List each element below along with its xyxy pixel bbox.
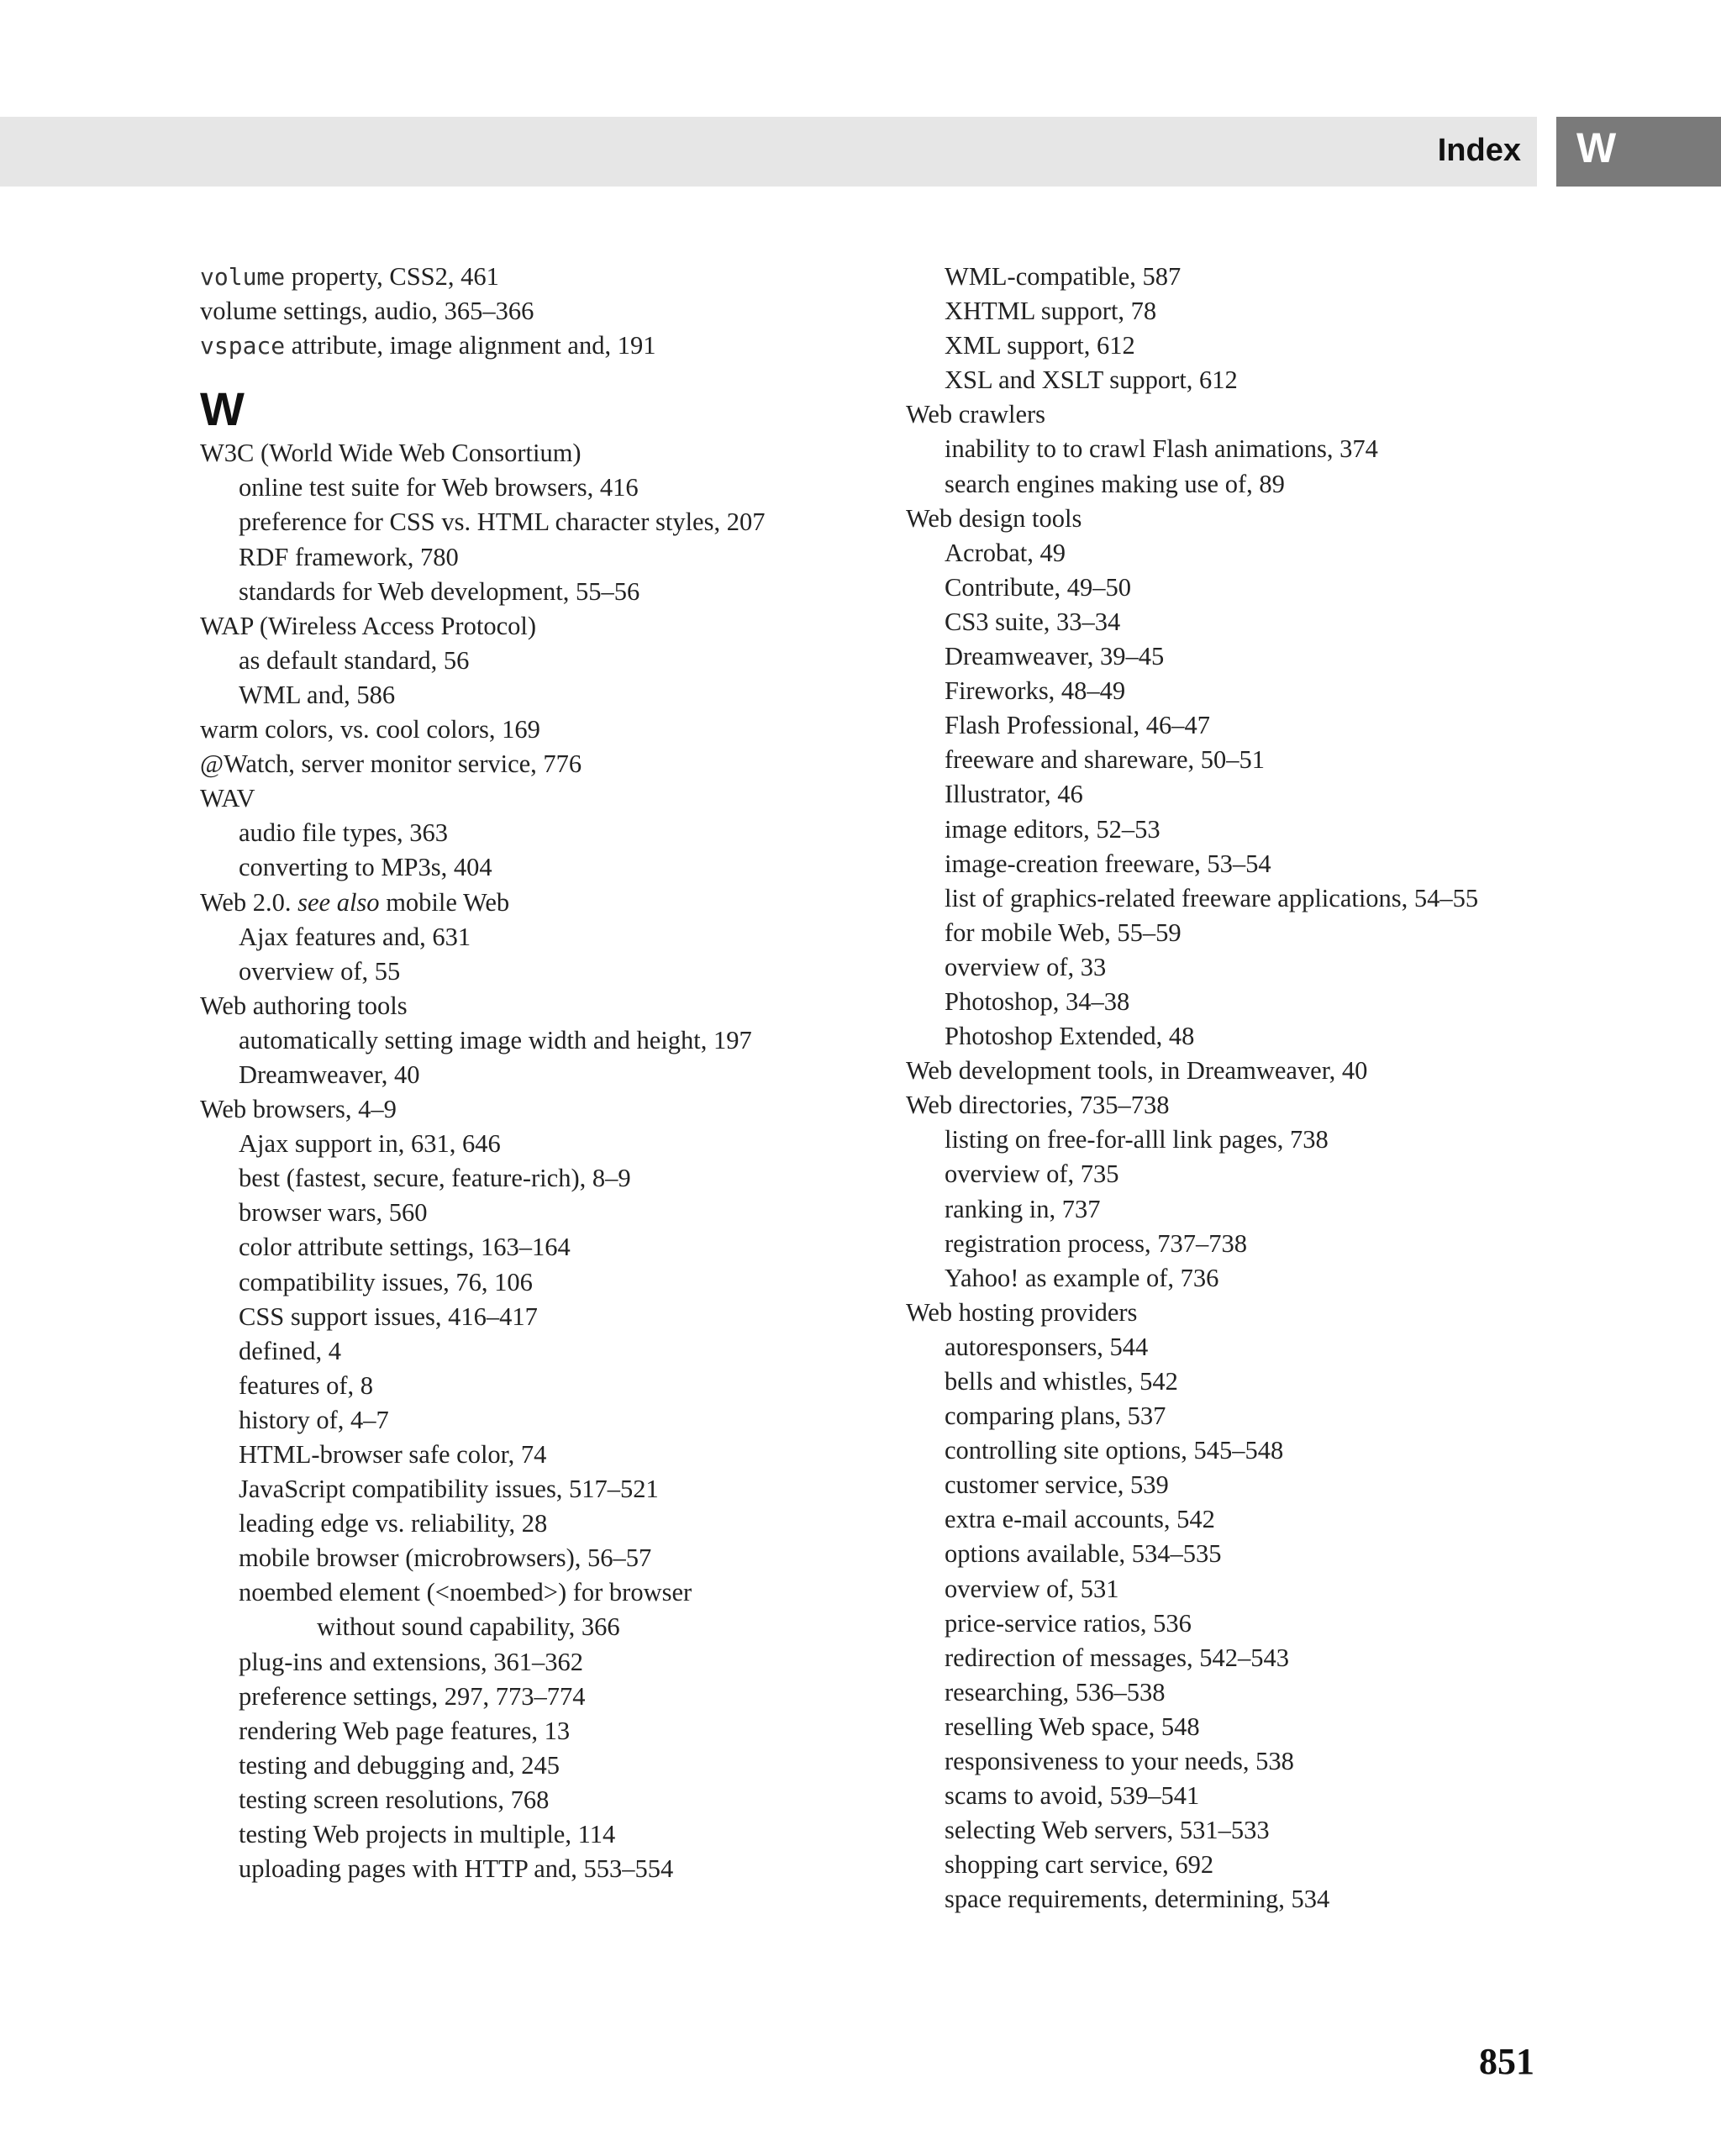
- index-entry: [200, 436, 855, 471]
- index-subentry: [200, 1196, 855, 1230]
- index-entry-text: testing and debugging and, 245: [239, 1750, 561, 1780]
- index-subentry: [906, 1227, 1545, 1261]
- index-entry: [906, 397, 1545, 432]
- index-entry-text: options available, 534–535: [945, 1539, 1222, 1569]
- index-subentry: [200, 1714, 855, 1748]
- index-subentry: [200, 850, 855, 885]
- index-subentry: [200, 505, 855, 539]
- index-entry-text: registration process, 737–738: [945, 1228, 1247, 1258]
- index-subentry: [200, 1507, 855, 1541]
- index-entry-text: W3C (World Wide Web Consortium): [200, 439, 582, 468]
- index-entry-text: overview of, 735: [945, 1160, 1119, 1189]
- index-subentry: [200, 1334, 855, 1369]
- index-subentry: [906, 847, 1545, 881]
- index-subentry: [200, 1645, 855, 1680]
- index-subentry: [200, 294, 855, 329]
- index-subentry: [906, 1779, 1545, 1813]
- index-entry-text: price-service ratios, 536: [945, 1608, 1192, 1638]
- index-subentry: [906, 1502, 1545, 1537]
- index-entry-text: bells and whistles, 542: [945, 1367, 1178, 1396]
- index-subentry: [906, 363, 1545, 397]
- index-subentry: [906, 639, 1545, 674]
- index-column-right: [906, 260, 1545, 1917]
- index-entry-text: overview of, 55: [239, 956, 401, 986]
- index-subentry: [906, 467, 1545, 502]
- index-subentry: [200, 1369, 855, 1403]
- index-entry-text: reselling Web space, 548: [945, 1712, 1200, 1741]
- index-entry-text: Flash Professional, 46–47: [945, 711, 1211, 740]
- index-subentry: [906, 536, 1545, 571]
- index-subentry: [906, 743, 1545, 777]
- index-subentry: [906, 1744, 1545, 1779]
- index-entry-text: ranking in, 737: [945, 1194, 1101, 1223]
- index-entry: [200, 1092, 855, 1127]
- index-subentry: [906, 1641, 1545, 1675]
- index-entry-text: for mobile Web, 55–59: [945, 918, 1182, 947]
- index-subentry: [906, 1365, 1545, 1399]
- index-entry-text: plug-ins and extensions, 361–362: [239, 1647, 584, 1676]
- index-subentry: [906, 812, 1545, 847]
- index-subentry: [906, 881, 1545, 916]
- index-entry: [200, 989, 855, 1023]
- index-entry: [906, 1088, 1545, 1123]
- index-subentry: [200, 1541, 855, 1575]
- index-subentry: [200, 1680, 855, 1714]
- index-entry: [200, 713, 855, 747]
- index-subentry: [200, 920, 855, 954]
- index-subentry: [200, 1161, 855, 1196]
- index-entry-text: image-creation freeware, 53–54: [945, 849, 1271, 878]
- index-subentry: [906, 1710, 1545, 1744]
- index-subentry: [200, 954, 855, 989]
- index-entry: [200, 781, 855, 816]
- index-subentry: [200, 1748, 855, 1783]
- index-entry-text: JavaScript compatibility issues, 517–521: [239, 1475, 659, 1504]
- index-subentry: [200, 678, 855, 713]
- index-entry-text: online test suite for Web browsers, 416: [239, 473, 639, 502]
- index-entry-text: overview of, 531: [945, 1574, 1119, 1603]
- index-entry: [906, 1296, 1545, 1330]
- index-entry-text: uploading pages with HTTP and, 553–554: [239, 1854, 674, 1884]
- index-subentry: [906, 571, 1545, 605]
- index-entry-text: Ajax support in, 631, 646: [239, 1129, 501, 1159]
- index-entry-text: Photoshop, 34–38: [945, 986, 1130, 1016]
- index-entry-text: list of graphics-related freeware applications, 54–55: [945, 883, 1479, 912]
- index-entry-text: Web development tools, in Dreamweaver, 40: [906, 1056, 1368, 1086]
- index-entry-text: WAV: [200, 784, 255, 813]
- index-entry-text: mobile Web: [379, 887, 510, 917]
- index-subentry: [200, 1575, 855, 1610]
- index-entry-text: Acrobat, 49: [945, 538, 1066, 567]
- index-entry-text: customer service, 539: [945, 1470, 1169, 1500]
- index-entry-text: overview of, 33: [945, 952, 1107, 981]
- index-entry-text: listing on free-for-alll link pages, 738: [945, 1125, 1329, 1154]
- index-subentry: [200, 1817, 855, 1852]
- index-subentry: [200, 1438, 855, 1472]
- index-entry-text: selecting Web servers, 531–533: [945, 1816, 1270, 1845]
- index-entry-text: CSS support issues, 416–417: [239, 1301, 538, 1331]
- index-entry: [200, 886, 855, 920]
- index-entry-text: converting to MP3s, 404: [239, 853, 492, 882]
- index-subentry: [200, 260, 855, 294]
- index-entry-text: Web directories, 735–738: [906, 1091, 1170, 1120]
- index-entry-text: features of, 8: [239, 1370, 374, 1400]
- running-header-label: Index: [1437, 133, 1521, 168]
- index-entry-text: researching, 536–538: [945, 1677, 1166, 1706]
- index-entry-text: Web design tools: [906, 503, 1082, 533]
- section-letter: W: [200, 382, 245, 436]
- index-entry-text: without sound capability, 366: [317, 1612, 620, 1642]
- index-entry-text: audio file types, 363: [239, 818, 449, 848]
- index-subentry: [200, 329, 855, 363]
- index-subentry: [906, 1192, 1545, 1227]
- index-subentry: [200, 1127, 855, 1161]
- index-term-code: vspace: [200, 332, 286, 360]
- index-entry-text: Contribute, 49–50: [945, 572, 1131, 602]
- index-subentry: [200, 1783, 855, 1817]
- index-entry-text: defined, 4: [239, 1336, 341, 1365]
- index-entry-text: CS3 suite, 33–34: [945, 607, 1121, 636]
- index-entry: [200, 609, 855, 644]
- index-entry: [200, 747, 855, 781]
- index-subentry: [200, 1023, 855, 1058]
- index-subentry: [200, 1265, 855, 1300]
- index-entry: [906, 1054, 1545, 1088]
- thumb-tab-letter: W: [1576, 124, 1617, 171]
- index-subentry: [200, 1852, 855, 1886]
- index-entry-text: @Watch, server monitor service, 776: [200, 749, 582, 779]
- index-entry-text: WML and, 586: [239, 680, 396, 709]
- index-entry-text: Web authoring tools: [200, 991, 408, 1020]
- index-subentry: [906, 1675, 1545, 1710]
- index-subentry: [200, 644, 855, 678]
- index-entry: [906, 502, 1545, 536]
- index-entry-text: Fireworks, 48–49: [945, 676, 1126, 706]
- index-subentry: [906, 916, 1545, 950]
- index-subentry: [200, 1058, 855, 1092]
- index-entry-text: comparing plans, 537: [945, 1401, 1166, 1431]
- index-entry-text: browser wars, 560: [239, 1198, 428, 1228]
- index-entry-text: leading edge vs. reliability, 28: [239, 1509, 548, 1538]
- index-entry-text: attribute, image alignment and, 191: [285, 331, 656, 360]
- index-subentry: [906, 1813, 1545, 1848]
- index-subentry: [906, 1848, 1545, 1882]
- index-entry-text: testing Web projects in multiple, 114: [239, 1820, 616, 1849]
- index-entry-text: Photoshop Extended, 48: [945, 1022, 1195, 1051]
- index-entry-text: shopping cart service, 692: [945, 1850, 1214, 1880]
- index-entry-text: Ajax features and, 631: [239, 922, 471, 951]
- index-entry-text: controlling site options, 545–548: [945, 1436, 1284, 1465]
- index-entry-text: space requirements, determining, 534: [945, 1885, 1330, 1914]
- index-entry-text: volume settings, audio, 365–366: [200, 297, 534, 326]
- index-subentry: [200, 1472, 855, 1507]
- page-number: 851: [1479, 2041, 1534, 2082]
- index-entry-text: property, CSS2, 461: [285, 262, 499, 291]
- index-entry-text: as default standard, 56: [239, 645, 470, 675]
- index-subentry: [906, 432, 1545, 466]
- index-entry-text: warm colors, vs. cool colors, 169: [200, 715, 540, 744]
- index-entry-text: freeware and shareware, 50–51: [945, 745, 1266, 775]
- index-subentry: [200, 1610, 855, 1644]
- index-entry-text: history of, 4–7: [239, 1405, 389, 1434]
- index-entry-text: extra e-mail accounts, 542: [945, 1505, 1215, 1534]
- index-term-code: volume: [200, 263, 286, 291]
- index-subentry: [200, 1300, 855, 1334]
- index-entry-text: inability to to crawl Flash animations, 374: [945, 434, 1378, 464]
- index-entry-text: noembed element (<noembed>) for browser: [239, 1578, 692, 1607]
- index-entry-text: XSL and XSLT support, 612: [945, 365, 1238, 395]
- index-entry-text: WML-compatible, 587: [945, 262, 1182, 291]
- index-subentry: [906, 1330, 1545, 1365]
- index-column-left: [200, 260, 855, 1886]
- index-subentry: [200, 540, 855, 575]
- index-entry-text: mobile browser (microbrowsers), 56–57: [239, 1543, 652, 1573]
- index-entry-text: Dreamweaver, 40: [239, 1060, 420, 1089]
- index-subentry: [906, 1572, 1545, 1606]
- index-subentry: [200, 1230, 855, 1265]
- index-entry-text: responsiveness to your needs, 538: [945, 1747, 1294, 1776]
- index-entry-text: scams to avoid, 539–541: [945, 1781, 1200, 1811]
- index-entry-text: search engines making use of, 89: [945, 469, 1285, 498]
- index-entry-text: image editors, 52–53: [945, 814, 1160, 844]
- index-subentry: [906, 1606, 1545, 1641]
- index-entry-text: compatibility issues, 76, 106: [239, 1267, 533, 1296]
- index-entry-text: color attribute settings, 163–164: [239, 1233, 571, 1262]
- index-subentry: [906, 674, 1545, 708]
- index-entry-text: RDF framework, 780: [239, 542, 459, 571]
- index-entry-text: XHTML support, 78: [945, 297, 1157, 326]
- index-entry-text: autoresponsers, 544: [945, 1332, 1149, 1361]
- index-entry-text: rendering Web page features, 13: [239, 1716, 571, 1745]
- index-subentry: [906, 1537, 1545, 1571]
- index-subentry: [200, 1403, 855, 1438]
- index-entry-text: WAP (Wireless Access Protocol): [200, 611, 536, 640]
- index-entry-text: best (fastest, secure, feature-rich), 8–9: [239, 1164, 631, 1193]
- index-subentry: [906, 605, 1545, 639]
- index-entry-text: Web browsers, 4–9: [200, 1095, 397, 1124]
- index-subentry: [906, 1019, 1545, 1054]
- index-subentry: [906, 985, 1545, 1019]
- index-entry-text: redirection of messages, 542–543: [945, 1643, 1289, 1672]
- header-band: [0, 117, 1537, 187]
- index-subentry: [906, 294, 1545, 329]
- index-entry-text: Yahoo! as example of, 736: [945, 1263, 1219, 1292]
- index-entry-text: preference settings, 297, 773–774: [239, 1681, 586, 1711]
- index-subentry: [200, 471, 855, 505]
- index-subentry: [906, 1157, 1545, 1191]
- index-entry-text: Web 2.0.: [200, 887, 298, 917]
- cross-reference: see also: [297, 887, 380, 917]
- index-subentry: [906, 1433, 1545, 1468]
- index-subentry: [906, 1123, 1545, 1157]
- index-entry-text: Dreamweaver, 39–45: [945, 642, 1165, 671]
- index-entry-text: XML support, 612: [945, 331, 1135, 360]
- index-subentry: [906, 708, 1545, 743]
- index-subentry: [906, 1468, 1545, 1502]
- index-entry-text: Web crawlers: [906, 400, 1046, 429]
- index-entry-text: testing screen resolutions, 768: [239, 1785, 550, 1814]
- index-entry-text: Web hosting providers: [906, 1297, 1138, 1327]
- index-subentry: [200, 575, 855, 609]
- index-subentry: [906, 1261, 1545, 1296]
- index-subentry: [906, 260, 1545, 294]
- index-subentry: [906, 1399, 1545, 1433]
- index-subentry: [906, 777, 1545, 812]
- index-subentry: [906, 329, 1545, 363]
- index-subentry: [906, 950, 1545, 985]
- index-subentry: [200, 816, 855, 850]
- index-entry-text: HTML-browser safe color, 74: [239, 1440, 547, 1469]
- index-entry-text: preference for CSS vs. HTML character styles, 207: [239, 507, 766, 537]
- index-entry-text: automatically setting image width and height, 197: [239, 1025, 752, 1054]
- index-entry-text: standards for Web development, 55–56: [239, 576, 640, 606]
- index-entry-text: Illustrator, 46: [945, 780, 1083, 809]
- index-subentry: [906, 1882, 1545, 1917]
